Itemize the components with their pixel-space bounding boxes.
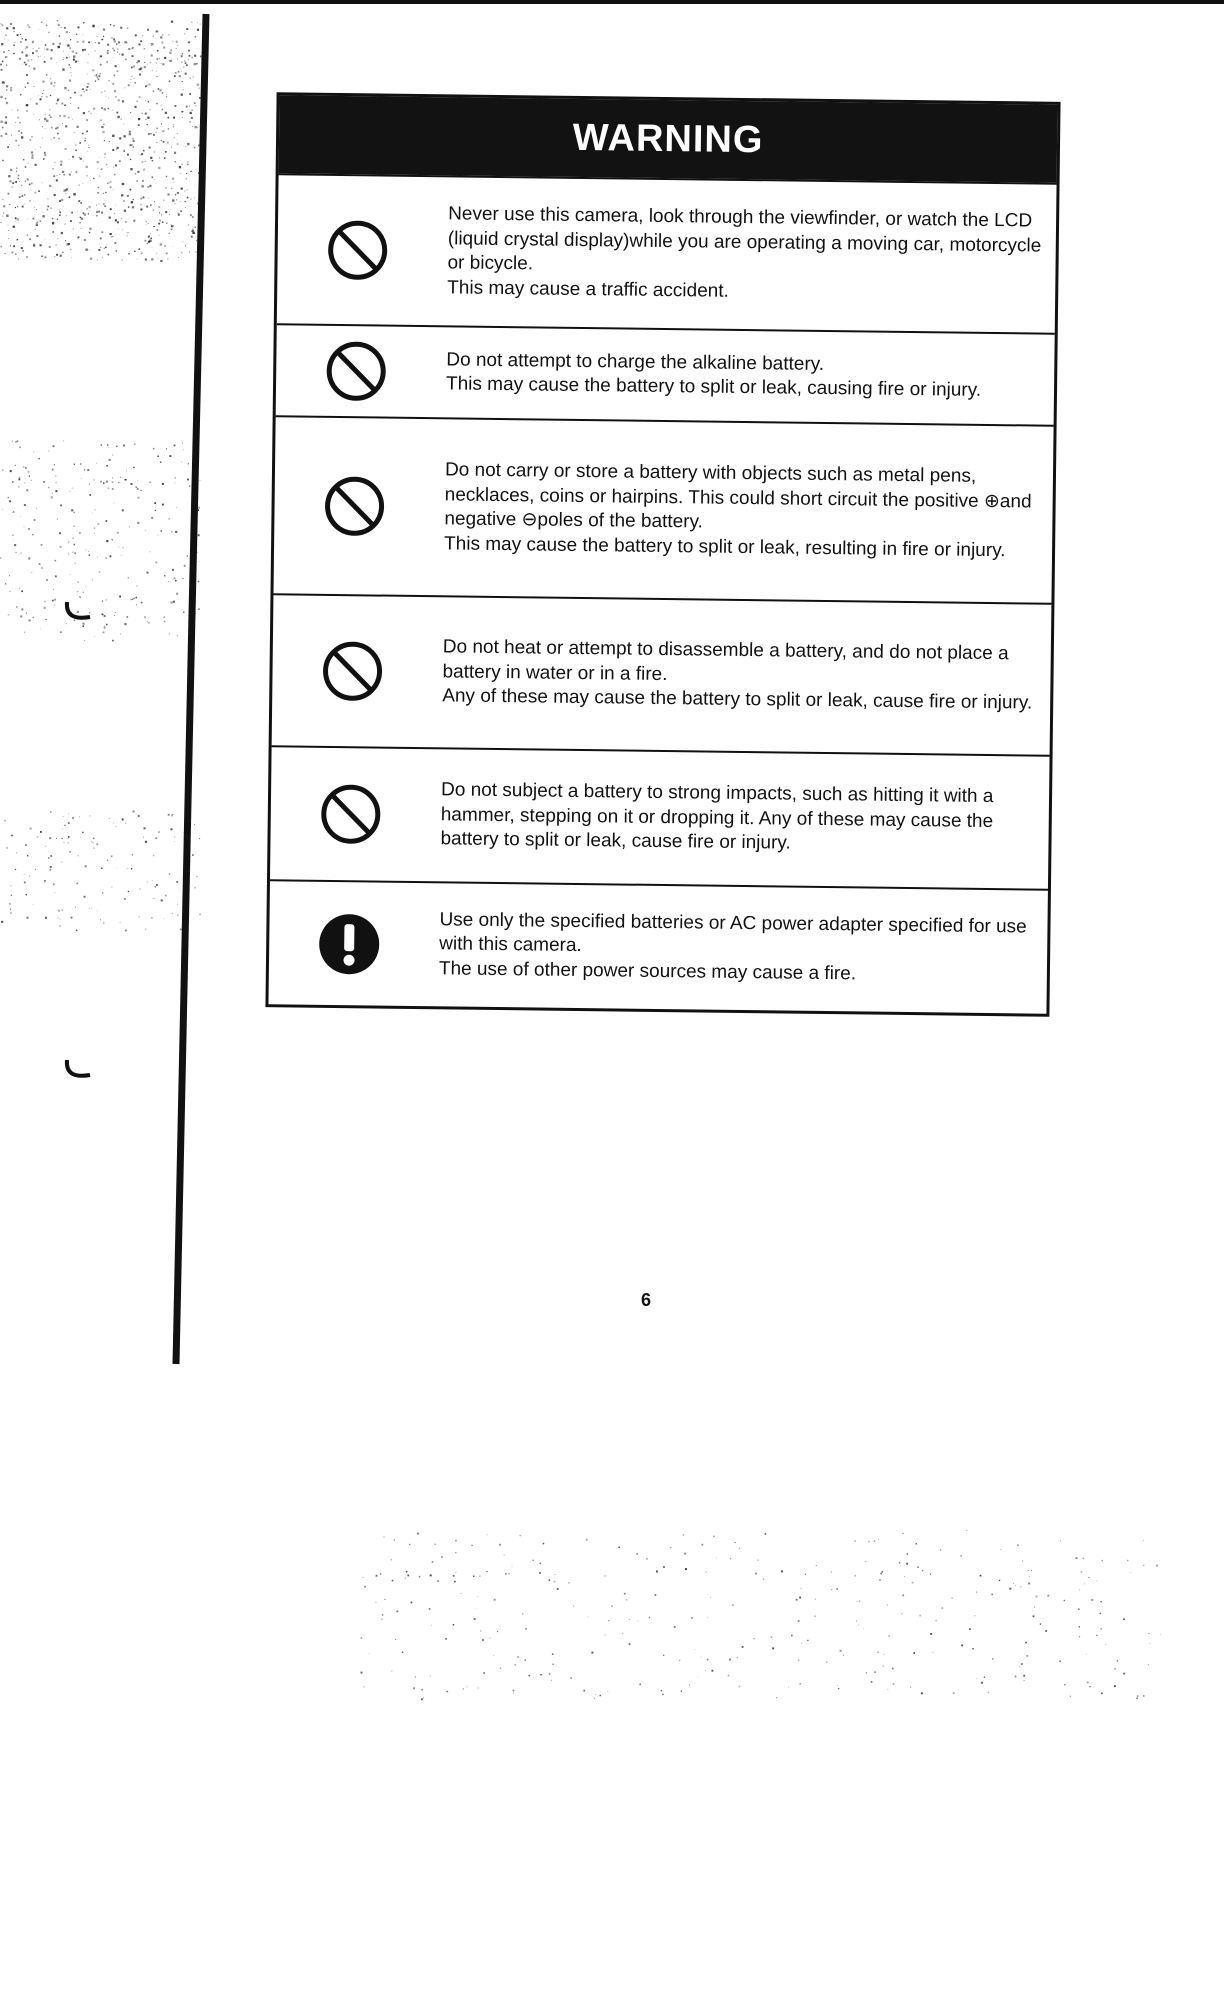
warning-row: [273, 415, 1053, 602]
mandatory-icon: [269, 911, 430, 977]
warning-line: This may cause a traffic accident.: [447, 276, 729, 302]
prohibited-icon: [277, 218, 438, 282]
warning-box: [265, 92, 1060, 1017]
warning-text: [430, 778, 1049, 859]
warning-text: [437, 202, 1056, 308]
warning-line: Do not subject a battery to strong impacts, such as hitting it with a hammer, stepping on it or dropping it. Any of these may cause the battery to split or leak, cause fire or injury.: [440, 779, 994, 854]
warning-line: Do not heat or attempt to disassemble a battery, and do not place a battery in water or in a fire.: [442, 636, 1009, 685]
page-number: 6: [641, 1290, 652, 1310]
warning-line: Do not carry or store a battery with objects such as metal pens, necklaces, coins or hairpins. This could short circuit the positive ⊕and negative ⊖poles of the battery.: [444, 459, 1032, 533]
prohibited-icon: [270, 782, 431, 846]
top-rule: [0, 0, 1224, 4]
warning-row: [272, 593, 1052, 754]
warning-line: This may cause the battery to split or leak, causing fire or injury.: [445, 373, 982, 401]
warning-title: WARNING: [572, 116, 764, 161]
scan-speckle-mid: [0, 440, 200, 640]
warning-row: [276, 323, 1055, 424]
warning-text: [434, 458, 1053, 564]
warning-text: [432, 635, 1051, 716]
warning-line: Use only the specified batteries or AC power adapter specified for use with this camera.: [439, 909, 1027, 957]
prohibited-icon: [272, 639, 433, 703]
scan-speckle-bottom: [360, 1530, 1160, 1700]
warning-line: The use of other power sources may cause a fire.: [438, 958, 857, 985]
warning-text: [429, 908, 1048, 989]
scan-speckle-low: [0, 810, 200, 930]
warning-text: [436, 348, 1055, 405]
scan-speckle-top: [0, 20, 200, 260]
warning-row: [268, 879, 1047, 1013]
warning-line: Never use this camera, look through the viewfinder, or watch the LCD (liquid crystal display)while you are operating a moving car, motorcycle or bicycle.: [447, 203, 1042, 275]
warning-row: [270, 745, 1050, 888]
warning-line: This may cause the battery to split or leak, resulting in fire or injury.: [443, 532, 1006, 561]
prohibited-icon: [276, 339, 437, 403]
binder-hole-mark: [64, 1058, 94, 1082]
warning-line: Do not attempt to charge the alkaline battery.: [446, 348, 825, 375]
warning-header: [279, 95, 1058, 182]
prohibited-icon: [274, 474, 435, 538]
warning-row: [277, 173, 1057, 332]
warning-line: Any of these may cause the battery to split or leak, cause fire or injury.: [442, 685, 1033, 714]
binder-hole-mark: [64, 600, 94, 624]
